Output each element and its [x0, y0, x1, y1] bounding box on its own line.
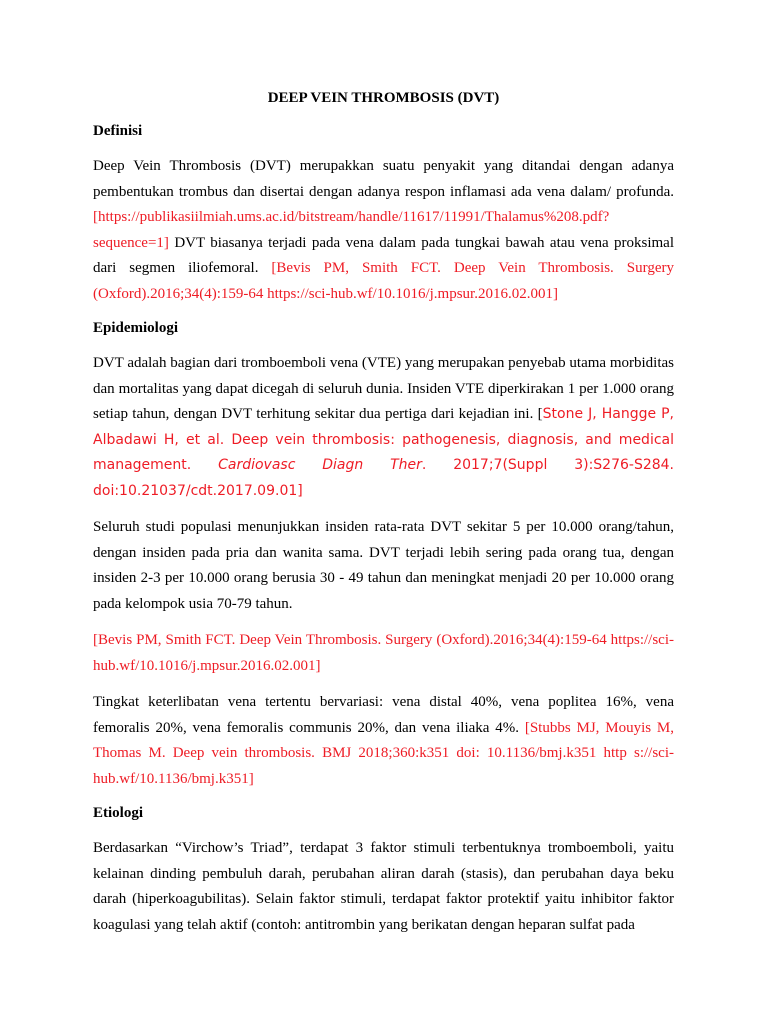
reference-paragraph: [Bevis PM, Smith FCT. Deep Vein Thrombosis. Surgery (Oxford).2016;34(4):159-64 https://sci-hub.wf/10.1016/j.mpsur.2016.02.001] — [93, 632, 674, 674]
paragraph-epidemiologi-1 — [93, 351, 674, 504]
document-title: DEEP VEIN THROMBOSIS (DVT) — [267, 90, 500, 106]
heading-epidemiologi: Epidemiologi — [93, 320, 179, 336]
paragraph-epidemiologi-4 — [93, 690, 674, 792]
document-content — [93, 88, 674, 949]
reference-citation: [Bevis PM, Smith FCT. Deep Vein Thrombosis. Surgery (Oxford).2016;34(4):159-64 https://sci-hub.wf/10.1016/j.mpsur.2016.02.001] — [93, 260, 674, 302]
reference-journal: Cardiovasc Diagn Ther — [218, 457, 422, 473]
reference-link[interactable]: [https://publikasiilmiah.ums.ac.id/bitstream/handle/11617/11991/Thalamus%208.pdf?sequence=1] — [93, 209, 610, 251]
paragraph-definisi — [93, 154, 674, 307]
reference-citation-end: . 2017;7(Suppl 3):S276-S284. doi:10.21037/cdt.2017.09.01] — [93, 457, 674, 499]
paragraph-text: DVT adalah bagian dari tromboemboli vena (VTE) yang merupakan penyebab utama morbiditas dan mortalitas yang dapat dicegah di seluruh dunia. Insiden VTE diperkirakan 1 per 1.000 orang setiap tahun, dengan DVT terhitung sekitar dua pertiga dari kejadian ini. [ — [93, 355, 674, 422]
paragraph-text: Tingkat keterlibatan vena tertentu bervariasi: vena distal 40%, vena poplitea 16%, vena femoralis 20%, vena femoralis communis 20%, dan vena iliaka 4%. — [93, 694, 674, 736]
paragraph-text: Deep Vein Thrombosis (DVT) merupakkan suatu penyakit yang ditandai dengan adanya pembentukan trombus dan disertai dengan adanya respon inflamasi ada vena dalam/ profunda. — [93, 158, 674, 200]
reference-citation: [Stubbs MJ, Mouyis M, Thomas M. Deep vein thrombosis. BMJ 2018;360:k351 doi: 10.1136/bmj.k351 http s://sci-hub.wf/10.1136/bmj.k351] — [93, 719, 674, 787]
paragraph-etiologi: Berdasarkan “Virchow’s Triad”, terdapat 3 faktor stimuli terbentuknya tromboemboli, yaitu kelainan dinding pembuluh darah, perubahan aliran darah (stasis), dan perubahan daya beku darah (hiperkoagubilitas). Selain faktor stimuli, terdapat faktor protektif yaitu inhibitor faktor koagulasi yang telah aktif (contoh: antitrombin yang berikatan dengan heparan sulfat pada — [93, 840, 674, 933]
reference-citation: Stone J, Hangge P, Albadawi H, et al. Deep vein thrombosis: pathogenesis, diagnosis, and medical management. — [93, 406, 674, 473]
heading-etiologi: Etiologi — [93, 805, 144, 821]
paragraph-text: DVT biasanya terjadi pada vena dalam pada tungkai bawah atau vena proksimal dari segmen iliofemoral. — [93, 234, 674, 276]
heading-definisi: Definisi — [93, 123, 143, 139]
paragraph-epidemiologi-2: Seluruh studi populasi menunjukkan insiden rata-rata DVT sekitar 5 per 10.000 orang/tahun, dengan insiden pada pria dan wanita sama. DVT terjadi lebih sering pada orang tua, dengan insiden 2-3 per 10.000 orang berusia 30 - 49 tahun dan meningkat menjadi 20 per 10.000 orang pada kelompok usia 70-79 tahun. — [93, 519, 674, 612]
